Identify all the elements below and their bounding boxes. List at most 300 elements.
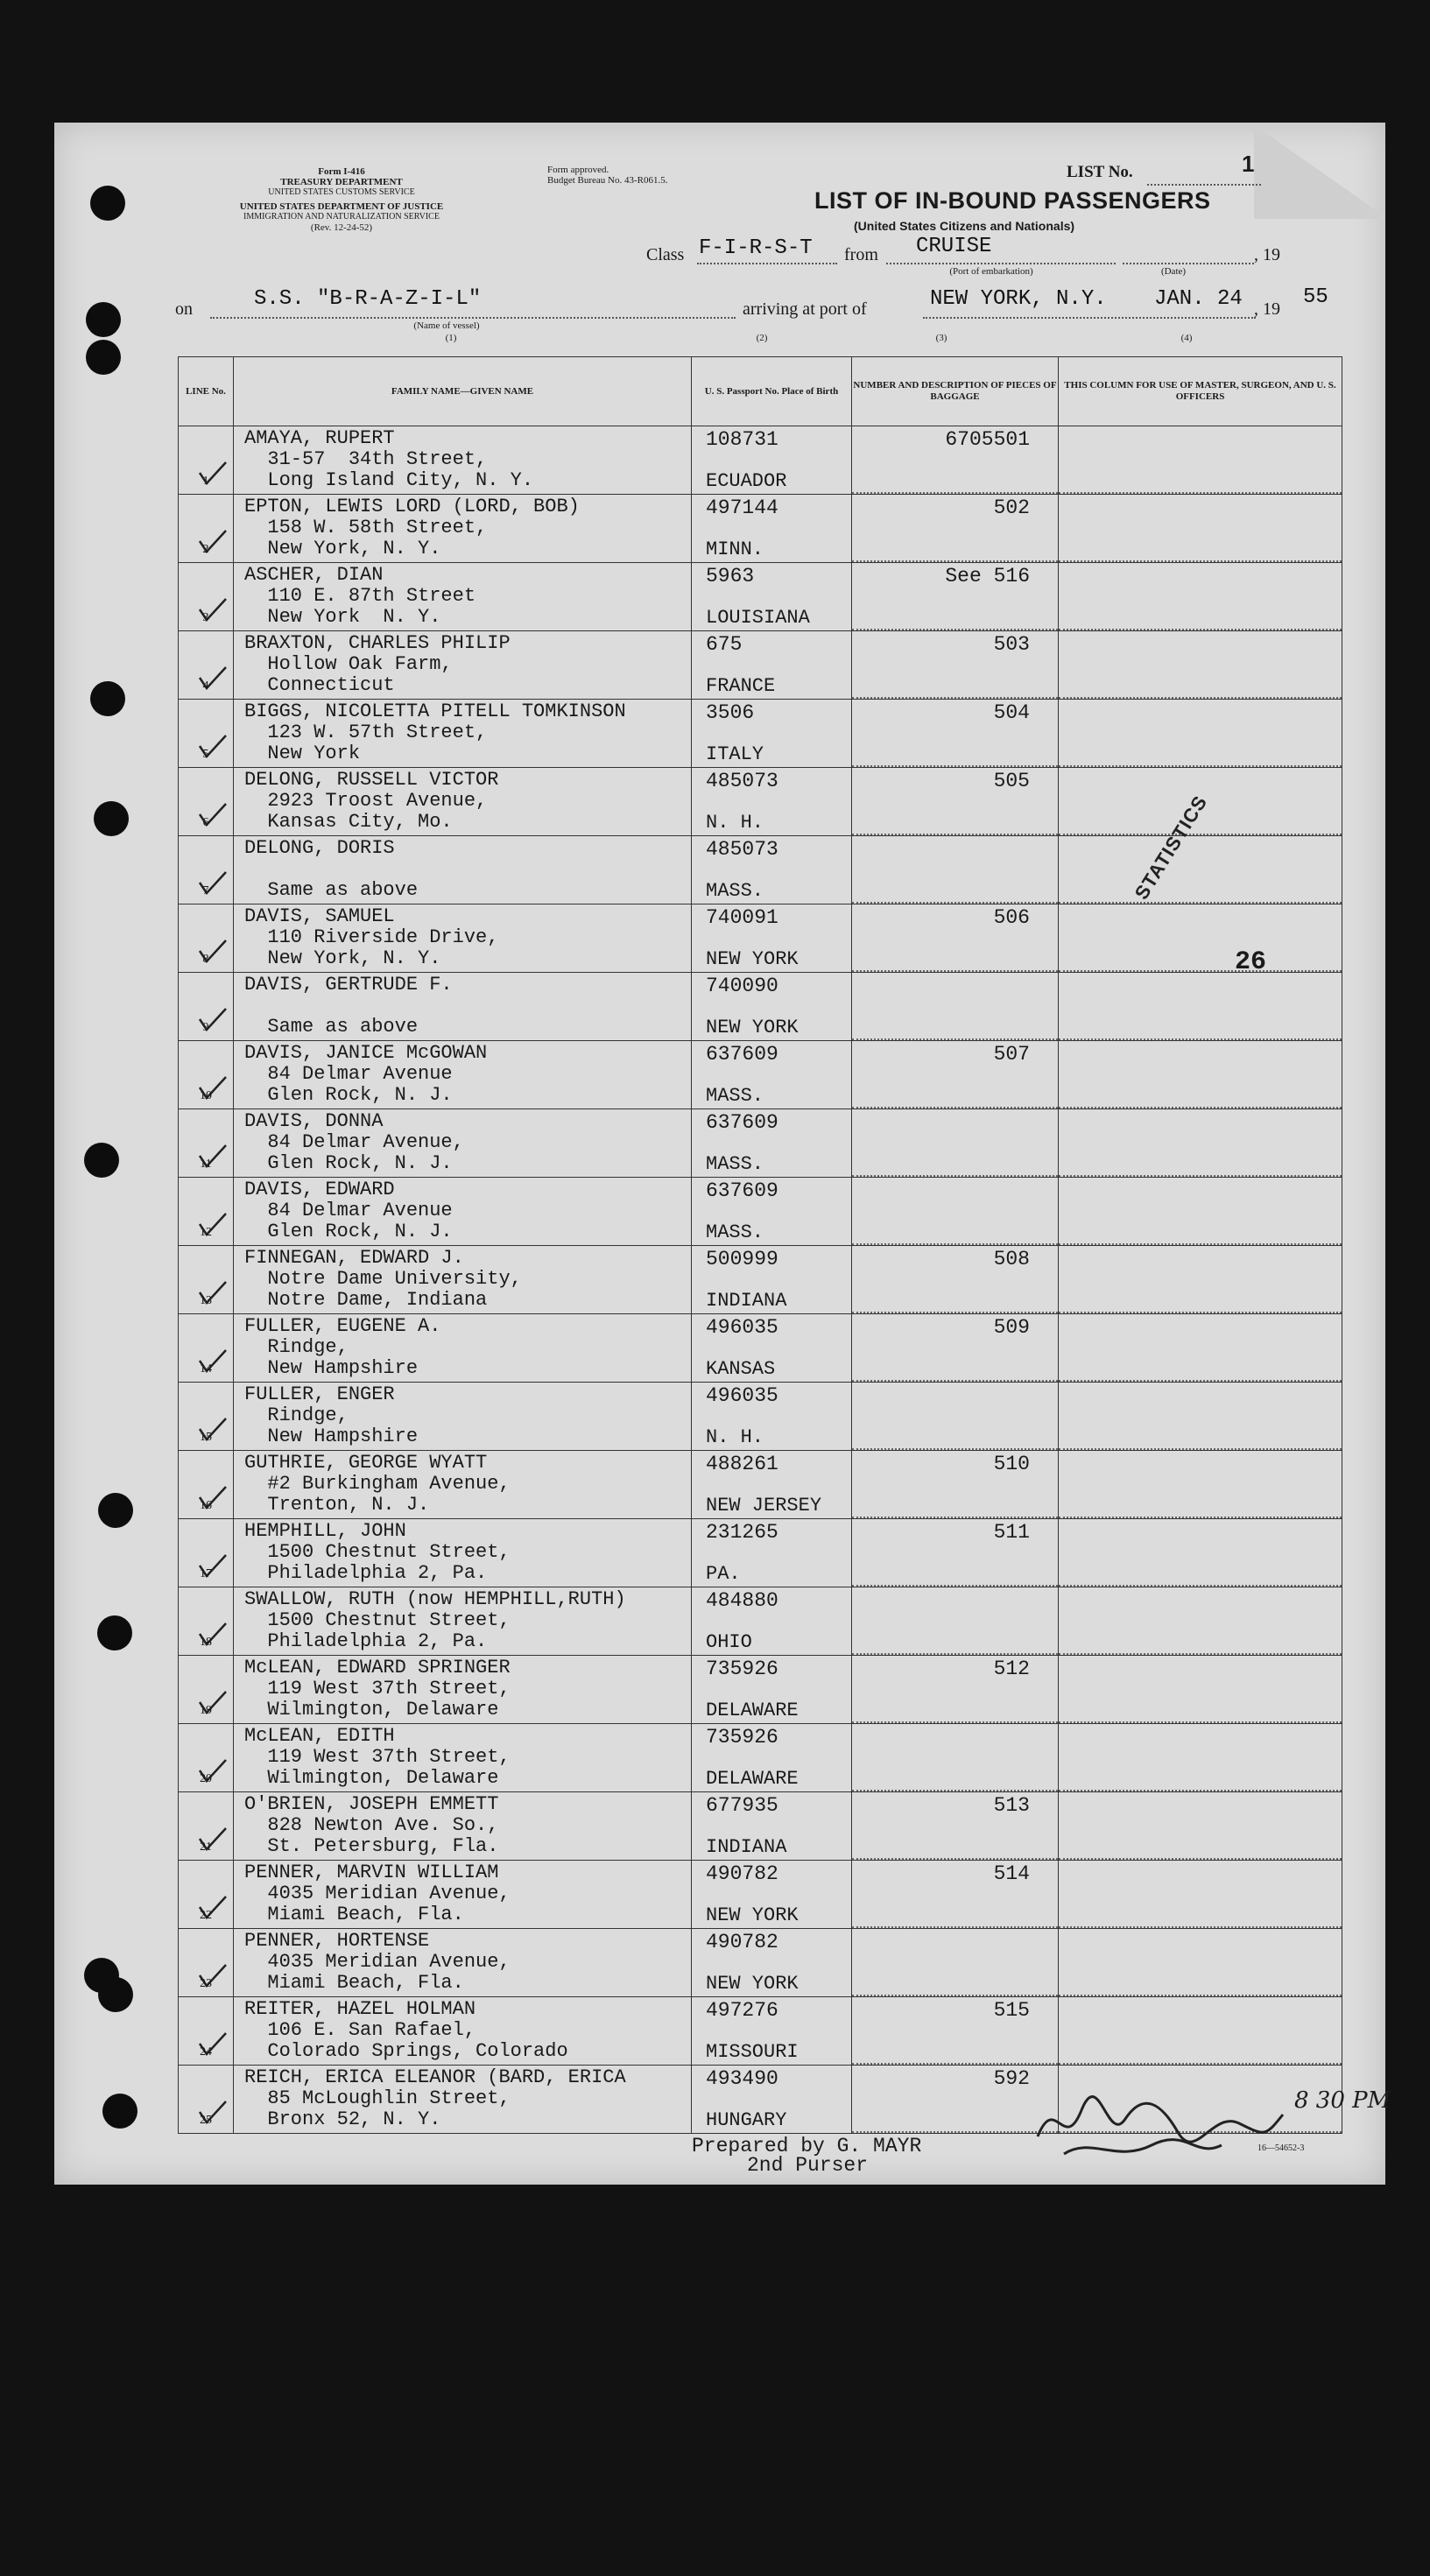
officers-cell [1059,1997,1342,2066]
officers-cell [1059,1929,1342,1997]
vessel-caption: (Name of vessel) [413,320,480,331]
baggage-cell [852,1724,1059,1792]
passport-number: 637609 [706,1043,778,1066]
agency-header [171,166,512,233]
table-row [179,1246,1342,1314]
name-cell [234,973,692,1041]
date-caption: (Date) [1160,266,1187,277]
header-passport: U. S. Passport No. Place of Birth [692,357,852,426]
line-number: 17 [200,1567,212,1580]
passport-number: 493490 [706,2067,778,2090]
baggage-value: 505 [993,770,1030,792]
baggage-cell [852,1383,1059,1451]
baggage-cell [852,1041,1059,1109]
baggage-value: 506 [993,906,1030,929]
table-row [179,700,1342,768]
line-number: 11 [200,1158,212,1171]
place-of-birth: OHIO [706,1631,752,1653]
passport-number: 637609 [706,1179,778,1202]
punch-hole [102,2094,137,2129]
place-of-birth: INDIANA [706,1290,787,1312]
stamp-number: 26 [1235,947,1267,977]
name-cell [234,836,692,904]
passenger-table [178,356,1342,2134]
passenger-name-address: DAVIS, EDWARD 84 Delmar Avenue Glen Rock, N. J. [244,1179,453,1242]
passenger-name-address: EPTON, LEWIS LORD (LORD, BOB) 158 W. 58th Street, New York, N. Y. [244,496,580,560]
revision-label: (Rev. 12-24-52) [310,222,373,233]
line-number: 22 [200,1909,212,1922]
passport-cell [692,904,852,973]
passport-cell [692,1929,852,1997]
punch-hole [97,1615,132,1650]
baggage-cell [852,1929,1059,1997]
from-line [886,263,1116,264]
on-label: on [175,299,193,319]
name-cell [234,1178,692,1246]
passport-cell [692,2066,852,2134]
table-row [179,1997,1342,2066]
list-number-line [1147,184,1261,186]
line-number-cell [179,1178,234,1246]
officers-cell [1059,495,1342,563]
line-number-cell [179,1792,234,1861]
passenger-name-address: ASCHER, DIAN 110 E. 87th Street New York N. Y. [244,564,476,628]
header-officers: THIS COLUMN FOR USE OF MASTER, SURGEON, AND U. S. OFFICERS [1059,357,1342,426]
baggage-cell [852,1178,1059,1246]
line-number: 25 [200,2114,212,2127]
place-of-birth: PA. [706,1563,741,1585]
year-value: 55 [1303,285,1328,309]
table-row [179,426,1342,495]
line-number-cell [179,1861,234,1929]
table-row [179,1451,1342,1519]
punch-hole [98,1493,133,1528]
baggage-value: 502 [993,496,1030,519]
line-number: 14 [200,1362,212,1376]
passport-number: 484880 [706,1589,778,1612]
officers-cell [1059,1314,1342,1383]
line-number: 1 [202,475,209,488]
line-number-cell [179,1041,234,1109]
line-number-cell [179,2066,234,2134]
table-row [179,1041,1342,1109]
punch-hole [94,801,129,836]
officers-cell [1059,1383,1342,1451]
table-row [179,1383,1342,1451]
approved-label: Form approved. [547,165,609,175]
passport-number: 497276 [706,1999,778,2022]
name-cell [234,563,692,631]
passenger-name-address: FULLER, EUGENE A. Rindge, New Hampshire [244,1315,441,1379]
name-cell [234,1451,692,1519]
purser-title: 2nd Purser [747,2154,869,2177]
place-of-birth: MINN. [706,538,764,560]
date-line [1123,263,1254,264]
baggage-cell [852,631,1059,700]
name-cell [234,768,692,836]
treasury-label: TREASURY DEPARTMENT [280,177,403,187]
line-number: 15 [200,1431,212,1444]
passport-number: 490782 [706,1862,778,1885]
place-of-birth: DELAWARE [706,1768,799,1790]
punch-hole [86,340,121,375]
baggage-cell [852,1246,1059,1314]
inspector-signature [1029,2084,1292,2163]
table-row [179,1109,1342,1178]
passport-number: 5963 [706,565,755,588]
officers-cell [1059,1792,1342,1861]
line-number: 16 [200,1499,212,1512]
table-row [179,768,1342,836]
baggage-value: 592 [993,2067,1030,2090]
name-cell [234,1041,692,1109]
year-label: , 19 [1254,299,1280,319]
baggage-value: 512 [993,1658,1030,1680]
passport-cell [692,1178,852,1246]
passport-number: 677935 [706,1794,778,1817]
passport-cell [692,1383,852,1451]
customs-label: UNITED STATES CUSTOMS SERVICE [268,187,415,197]
place-of-birth: ECUADOR [706,470,787,492]
baggage-cell [852,1792,1059,1861]
passport-number: 485073 [706,770,778,792]
baggage-value: 507 [993,1043,1030,1066]
line-number-cell [179,631,234,700]
name-cell [234,426,692,495]
place-of-birth: HUNGARY [706,2109,787,2131]
table-row [179,563,1342,631]
passport-cell [692,1792,852,1861]
baggage-value: 513 [993,1794,1030,1817]
passport-cell [692,700,852,768]
passport-number: 496035 [706,1384,778,1407]
passport-number: 740090 [706,975,778,997]
table-row [179,973,1342,1041]
punch-hole [90,681,125,716]
passport-number: 231265 [706,1521,778,1544]
line-number-cell [179,1997,234,2066]
baggage-cell [852,426,1059,495]
page-title: LIST OF IN-BOUND PASSENGERS [814,187,1211,214]
line-number: 8 [202,953,209,966]
line-number-cell [179,700,234,768]
officers-cell [1059,836,1342,904]
line-number-cell [179,1451,234,1519]
passenger-name-address: O'BRIEN, JOSEPH EMMETT 828 Newton Ave. So., St. Petersburg, Fla. [244,1793,499,1857]
passenger-name-address: McLEAN, EDWARD SPRINGER 119 West 37th Street, Wilmington, Delaware [244,1657,511,1721]
row-divider [852,2131,1058,2133]
baggage-cell [852,904,1059,973]
officers-cell [1059,631,1342,700]
passenger-name-address: DAVIS, DONNA 84 Delmar Avenue, Glen Rock, N. J. [244,1110,464,1174]
name-cell [234,1587,692,1656]
passport-number: 485073 [706,838,778,861]
officers-cell [1059,973,1342,1041]
baggage-value: 510 [993,1453,1030,1475]
page-subtitle: (United States Citizens and Nationals) [854,219,1075,233]
baggage-value: 515 [993,1999,1030,2022]
place-of-birth: NEW YORK [706,948,799,970]
passport-number: 735926 [706,1726,778,1749]
name-cell [234,1383,692,1451]
officers-cell [1059,1041,1342,1109]
table-row [179,1861,1342,1929]
table-row [179,1519,1342,1587]
officers-cell [1059,904,1342,973]
passport-cell [692,1314,852,1383]
form-number: Form I-416 [318,166,365,177]
passport-number: 637609 [706,1111,778,1134]
table-row [179,904,1342,973]
passenger-name-address: SWALLOW, RUTH (now HEMPHILL,RUTH) 1500 Chestnut Street, Philadelphia 2, Pa. [244,1588,626,1652]
baggage-cell [852,495,1059,563]
officers-cell [1059,1587,1342,1656]
header-line-no: LINE No. [179,357,234,426]
prepared-by: Prepared by G. MAYR [692,2135,922,2157]
name-cell [234,1861,692,1929]
baggage-cell [852,1656,1059,1724]
class-label: Class [646,245,685,264]
passport-number: 497144 [706,496,778,519]
name-cell [234,1997,692,2066]
table-row [179,1792,1342,1861]
officers-cell [1059,1724,1342,1792]
form-code: 16—54652-3 [1257,2143,1305,2153]
place-of-birth: DELAWARE [706,1700,799,1721]
line-number: 4 [202,679,209,693]
approval-note [547,165,667,186]
passenger-name-address: DAVIS, GERTRUDE F. Same as above [244,974,453,1038]
place-of-birth: NEW YORK [706,1973,799,1995]
line-number: 3 [202,611,209,624]
name-cell [234,1724,692,1792]
name-cell [234,1109,692,1178]
baggage-value: 6705501 [945,428,1030,451]
class-value: F-I-R-S-T [699,236,813,260]
port-line [923,317,1256,319]
officers-cell [1059,1451,1342,1519]
baggage-cell [852,563,1059,631]
passport-cell [692,1519,852,1587]
passport-number: 3506 [706,701,755,724]
line-number: 20 [200,1772,212,1785]
passport-cell [692,1246,852,1314]
justice-label: UNITED STATES DEPARTMENT OF JUSTICE [239,201,444,212]
table-row [179,631,1342,700]
col2-caption: (2) [756,333,768,343]
passport-cell [692,426,852,495]
baggage-value: 504 [993,701,1030,724]
baggage-cell [852,2066,1059,2134]
passport-cell [692,1109,852,1178]
baggage-cell [852,1519,1059,1587]
year-label-top: , 19 [1254,245,1280,264]
passenger-name-address: PENNER, HORTENSE 4035 Meridian Avenue, Miami Beach, Fla. [244,1930,511,1994]
passenger-name-address: HEMPHILL, JOHN 1500 Chestnut Street, Philadelphia 2, Pa. [244,1520,511,1584]
passenger-name-address: PENNER, MARVIN WILLIAM 4035 Meridian Avenue, Miami Beach, Fla. [244,1862,511,1925]
line-number: 21 [200,1841,212,1854]
passenger-rows [179,426,1342,2134]
line-number: 7 [202,884,209,897]
place-of-birth: INDIANA [706,1836,787,1858]
baggage-cell [852,1861,1059,1929]
name-cell [234,1656,692,1724]
officers-cell [1059,1861,1342,1929]
passenger-name-address: DAVIS, SAMUEL 110 Riverside Drive, New York, N. Y. [244,905,499,969]
passenger-name-address: REICH, ERICA ELEANOR (BARD, ERICA 85 McLoughlin Street, Bronx 52, N. Y. [244,2066,626,2130]
line-number-cell [179,1246,234,1314]
line-number-cell [179,768,234,836]
table-row [179,1656,1342,1724]
baggage-value: See 516 [945,565,1030,588]
col4-caption: (4) [1180,333,1193,343]
passenger-name-address: FULLER, ENGER Rindge, New Hampshire [244,1383,419,1447]
date-value: JAN. 24 [1154,287,1243,311]
passport-number: 496035 [706,1316,778,1339]
passport-cell [692,768,852,836]
officers-cell [1059,700,1342,768]
class-line [697,263,837,264]
arriving-label: arriving at port of [743,299,867,319]
place-of-birth: LOUISIANA [706,607,810,629]
line-number-cell [179,1109,234,1178]
place-of-birth: MASS. [706,880,764,902]
table-row [179,1314,1342,1383]
name-cell [234,1929,692,1997]
passenger-name-address: AMAYA, RUPERT 31-57 34th Street, Long Island City, N. Y. [244,427,534,491]
place-of-birth: ITALY [706,743,764,765]
line-number-cell [179,563,234,631]
name-cell [234,631,692,700]
name-cell [234,495,692,563]
baggage-cell [852,1109,1059,1178]
place-of-birth: N. H. [706,1426,764,1448]
table-row [179,495,1342,563]
place-of-birth: NEW YORK [706,1017,799,1038]
officers-cell [1059,563,1342,631]
passenger-name-address: DAVIS, JANICE McGOWAN 84 Delmar Avenue Glen Rock, N. J. [244,1042,488,1106]
place-of-birth: KANSAS [706,1358,776,1380]
line-number: 18 [200,1636,212,1649]
passport-cell [692,1451,852,1519]
line-number-cell [179,495,234,563]
header-name: FAMILY NAME—GIVEN NAME [234,357,692,426]
place-of-birth: MASS. [706,1085,764,1107]
from-value: CRUISE [916,235,992,258]
place-of-birth: MASS. [706,1153,764,1175]
line-number: 19 [200,1704,212,1717]
baggage-cell [852,1314,1059,1383]
budget-label: Budget Bureau No. 43-R061.5. [547,175,668,186]
baggage-cell [852,1997,1059,2066]
officers-cell [1059,1109,1342,1178]
passport-cell [692,1041,852,1109]
line-number: 12 [200,1226,212,1239]
baggage-cell [852,1587,1059,1656]
passport-number: 675 [706,633,743,656]
passenger-name-address: GUTHRIE, GEORGE WYATT #2 Burkingham Avenue, Trenton, N. J. [244,1452,511,1516]
folded-corner [1254,123,1385,219]
officers-cell [1059,1246,1342,1314]
passport-cell [692,1861,852,1929]
baggage-cell [852,768,1059,836]
port-value: NEW YORK, N.Y. [930,287,1107,311]
line-number-cell [179,1587,234,1656]
officers-cell [1059,426,1342,495]
passenger-name-address: DELONG, DORIS Same as above [244,837,419,901]
ins-label: IMMIGRATION AND NATURALIZATION SERVICE [243,212,440,222]
list-number-label: LIST No. [1067,163,1133,181]
line-number: 9 [202,1021,209,1034]
passport-number: 490782 [706,1931,778,1953]
place-of-birth: MISSOURI [706,2041,799,2063]
line-number: 5 [202,748,209,761]
passport-cell [692,973,852,1041]
baggage-value: 509 [993,1316,1030,1339]
passport-cell [692,563,852,631]
line-number: 6 [202,816,209,829]
line-number: 2 [202,543,209,556]
place-of-birth: NEW YORK [706,1904,799,1926]
line-number-cell [179,836,234,904]
passport-cell [692,495,852,563]
place-of-birth: N. H. [706,812,764,834]
punch-hole [90,186,125,221]
header-baggage: NUMBER AND DESCRIPTION OF PIECES OF BAGGAGE [852,357,1059,426]
name-cell [234,1792,692,1861]
statistics-stamp: STATISTICS [1130,791,1212,904]
baggage-cell [852,1451,1059,1519]
passport-number: 108731 [706,428,778,451]
officers-cell [1059,1656,1342,1724]
name-cell [234,1519,692,1587]
baggage-value: 511 [993,1521,1030,1544]
passenger-name-address: REITER, HAZEL HOLMAN 106 E. San Rafael, Colorado Springs, Colorado [244,1998,568,2062]
passport-number: 735926 [706,1658,778,1680]
table-row [179,1724,1342,1792]
officers-cell [1059,1519,1342,1587]
line-number-cell [179,1383,234,1451]
baggage-value: 508 [993,1248,1030,1270]
passenger-name-address: McLEAN, EDITH 119 West 37th Street, Wilmington, Delaware [244,1725,511,1789]
passenger-name-address: BIGGS, NICOLETTA PITELL TOMKINSON 123 W. 57th Street, New York [244,700,626,764]
name-cell [234,904,692,973]
line-number: 23 [200,1977,212,1990]
line-number-cell [179,904,234,973]
line-number: 13 [200,1294,212,1307]
embark-caption: (Port of embarkation) [949,266,1033,277]
punch-hole [98,1977,133,2012]
punch-hole [86,302,121,337]
baggage-cell [852,836,1059,904]
passport-cell [692,1724,852,1792]
line-number-cell [179,1929,234,1997]
passport-cell [692,1997,852,2066]
passport-cell [692,1656,852,1724]
line-number-cell [179,426,234,495]
place-of-birth: NEW JERSEY [706,1495,822,1517]
table-row [179,1178,1342,1246]
line-number-cell [179,1519,234,1587]
baggage-value: 503 [993,633,1030,656]
vessel-line [210,317,736,319]
place-of-birth: FRANCE [706,675,776,697]
line-number: 10 [200,1089,212,1102]
from-label: from [844,245,878,264]
col3-caption: (3) [935,333,947,343]
passport-cell [692,631,852,700]
name-cell [234,700,692,768]
